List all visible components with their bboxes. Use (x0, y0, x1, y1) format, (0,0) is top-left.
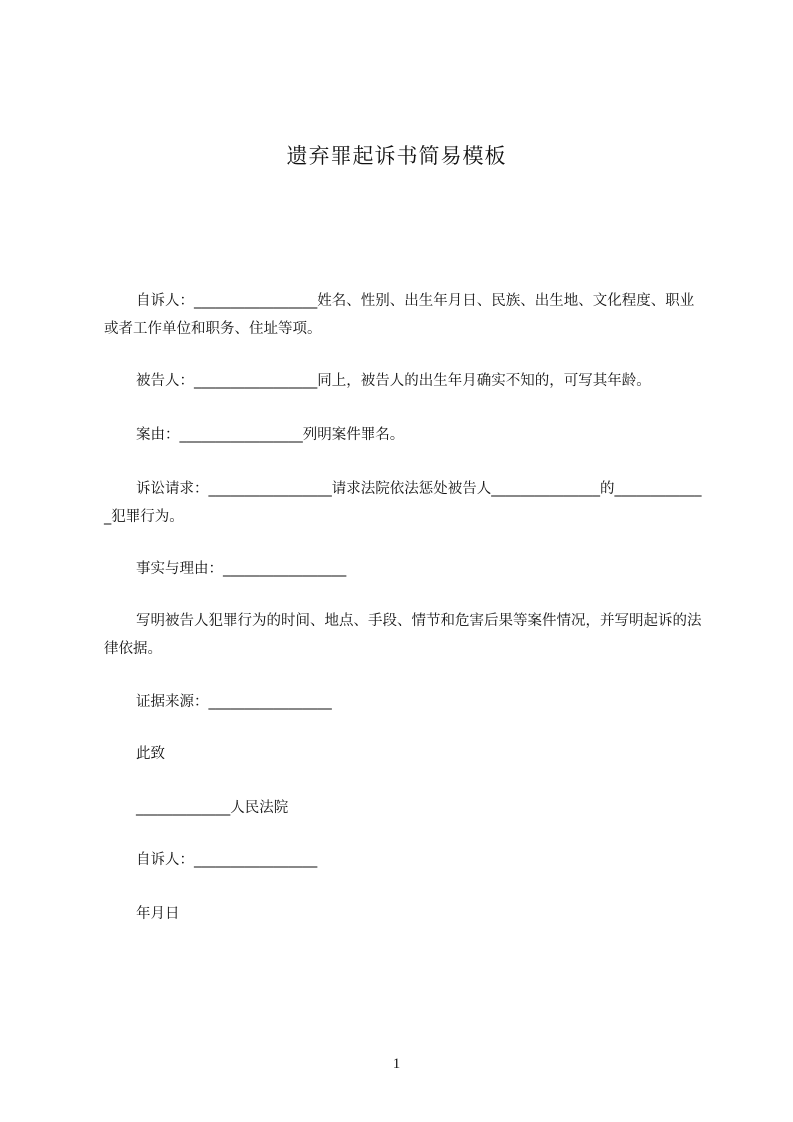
facts-and-reasons-paragraph: 事实与理由：_________________ (136, 561, 347, 577)
court-name-paragraph: _____________人民法院 (136, 800, 289, 816)
facts-instruction-paragraph: 写明被告人犯罪行为的时间、地点、手段、情节和危害后果等案件情况，并写明起诉的法律依据。 (104, 613, 702, 657)
case-cause-paragraph: 案由：_________________列明案件罪名。 (136, 427, 405, 443)
page-number: 1 (392, 1056, 401, 1072)
document-title: 遗弃罪起诉书简易模板 (286, 144, 507, 168)
date-paragraph: 年月日 (136, 906, 180, 922)
plaintiff-paragraph: 自诉人：_________________姓名、性别、出生年月日、民族、出生地、文化程度、职业或者工作单位和职务、住址等项。 (104, 293, 695, 337)
litigation-request-paragraph: 诉讼请求：_________________请求法院依法惩处被告人_______________的_____________犯罪行为。 (104, 481, 702, 525)
salutation-paragraph: 此致 (136, 746, 165, 762)
evidence-source-paragraph: 证据来源：_________________ (136, 694, 332, 710)
plaintiff-signature-paragraph: 自诉人：_________________ (136, 852, 318, 868)
defendant-paragraph: 被告人：_________________同上，被告人的出生年月确实不知的，可写其年龄。 (136, 373, 651, 389)
